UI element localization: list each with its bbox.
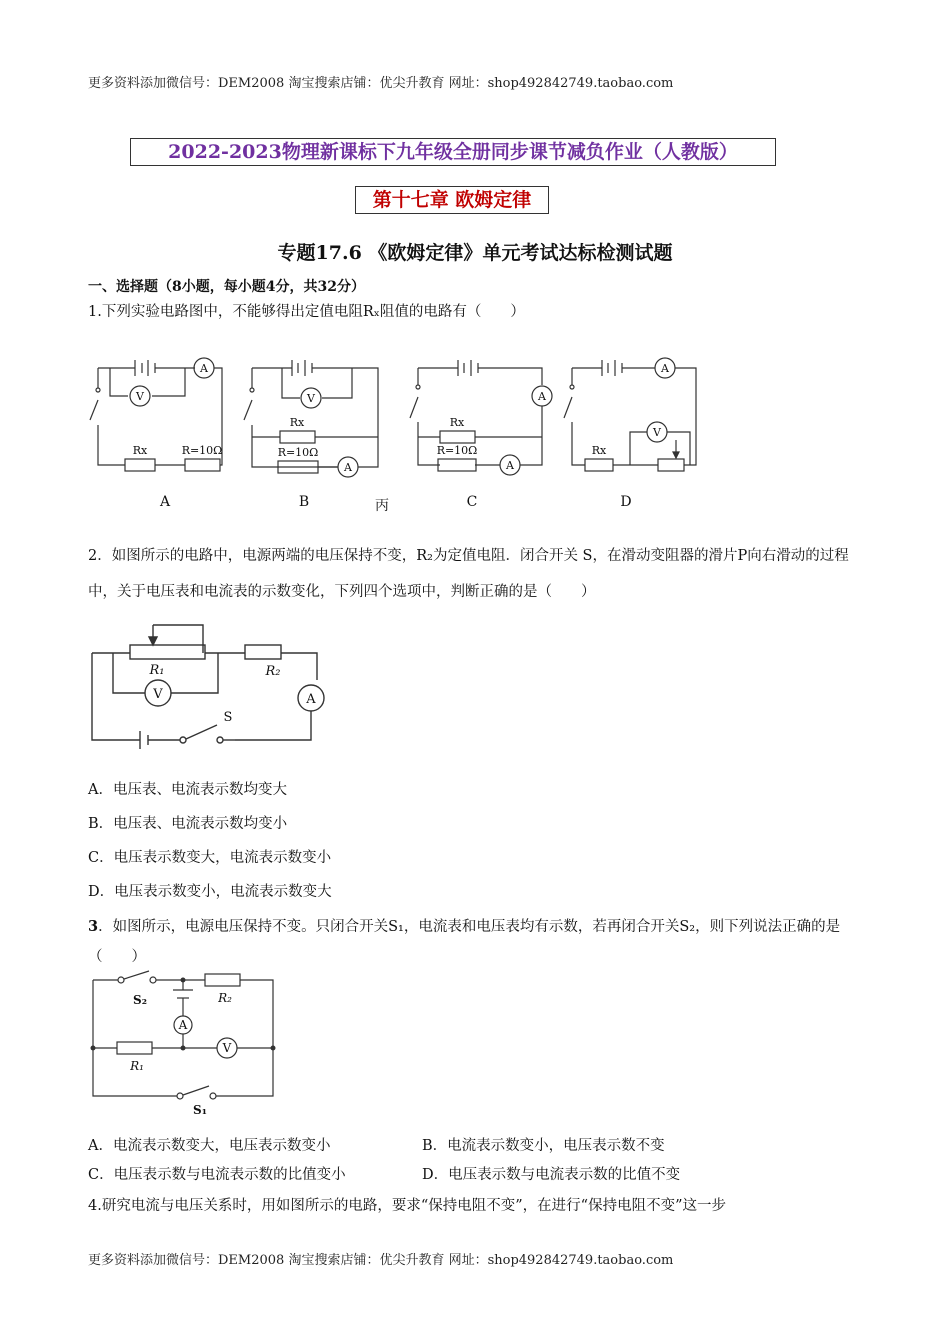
q2-option-b: B．电压表、电流表示数均变小	[88, 816, 288, 832]
q3-option-d: D．电压表示数与电流表示数的比值不变	[422, 1167, 681, 1183]
q2-option-c: C．电压表示数变大，电流表示数变小	[88, 850, 332, 866]
q2-r1-label: R₁	[149, 663, 165, 678]
q1-circuits-figure	[80, 340, 720, 520]
doc-title: 2022-2023物理新课标下九年级全册同步课节减负作业（人教版）	[130, 138, 776, 166]
q3-r1-label: R₁	[130, 1059, 144, 1073]
question-2: 2．如图所示的电路中，电源两端的电压保持不变，R₂为定值电阻．闭合开关 S，在滑动变阻器的滑片P向右滑动的过程中，关于电压表和电流表的示数变化，下列四个选项中，判断正确的是（ ）	[88, 548, 849, 600]
footer-text: 更多资料添加微信号：DEM2008 淘宝搜索店铺：优尖升教育 网址：shop492842749.taobao.com	[88, 1253, 674, 1268]
q1-label-a: A	[159, 494, 171, 510]
q1-c-r10: R=10Ω	[436, 444, 478, 457]
header-text: 更多资料添加微信号：DEM2008 淘宝搜索店铺：优尖升教育 网址：shop492842749.taobao.com	[88, 76, 674, 91]
chapter-title: 第十七章 欧姆定律	[355, 186, 549, 214]
q1-d-voltmeter: V	[653, 426, 661, 439]
q3-option-a: A．电流表示数变大，电压表示数变小	[88, 1138, 331, 1154]
q3-number: 3	[88, 918, 99, 935]
section-heading: 一、选择题（8小题，每小题4分，共32分）	[88, 279, 365, 295]
q3-circuit-figure	[85, 968, 285, 1118]
q1-a-r10: R=10Ω	[181, 444, 223, 457]
q1-label-c: C	[466, 494, 478, 510]
q2-voltmeter: V	[153, 687, 163, 702]
q1-a-rx: Rx	[132, 444, 148, 457]
q2-circuit-figure	[85, 615, 335, 750]
q3-voltmeter: V	[222, 1041, 232, 1055]
q1-a-ammeter: A	[200, 362, 208, 375]
q3-ammeter: A	[178, 1018, 188, 1032]
q2-option-a: A．电压表、电流表示数均变大	[88, 782, 287, 798]
circuit-d	[564, 358, 696, 471]
q1-b-voltmeter: V	[307, 392, 315, 405]
question-4: 4.研究电流与电压关系时，用如图所示的电路，要求“保持电阻不变”，在进行“保持电阻不变”这一步	[88, 1198, 726, 1214]
topic-title: 专题17.6 《欧姆定律》单元考试达标检测试题	[277, 242, 673, 264]
q1-label-b: B	[298, 494, 310, 510]
q1-b-ammeter: A	[344, 461, 352, 474]
q2-option-d: D．电压表示数变小，电流表示数变大	[88, 884, 332, 900]
q2-r2-label: R₂	[265, 664, 281, 679]
q1-label-bing: 丙	[375, 498, 389, 514]
q3-option-c: C．电压表示数与电流表示数的比值变小	[88, 1167, 346, 1183]
q3-s1-label: S₁	[193, 1103, 207, 1117]
q1-d-rx: Rx	[591, 444, 607, 457]
q2-switch-label: S	[223, 710, 233, 725]
q1-c-ammeter-bottom: A	[506, 459, 514, 472]
circuit-c	[410, 360, 552, 475]
question-1: 1.下列实验电路图中，不能够得出定值电阻Rₓ阻值的电路有（ ）	[88, 304, 525, 320]
q3-r2-label: R₂	[218, 991, 232, 1005]
q2-ammeter: A	[306, 692, 316, 707]
q3-s2-label: S₂	[133, 993, 147, 1007]
q1-b-r10: R=10Ω	[277, 446, 319, 459]
q3-text: ．如图所示，电源电压保持不变。只闭合开关S₁，电流表和电压表均有示数，若再闭合开关S₂，则下列说法正确的是（ ）	[88, 919, 841, 965]
q1-label-d: D	[620, 494, 632, 510]
circuit-b	[244, 360, 378, 477]
q1-b-rx: Rx	[289, 416, 305, 429]
q1-d-ammeter: A	[661, 362, 669, 375]
q1-c-ammeter-top: A	[538, 390, 546, 403]
q3-option-b: B．电流表示数变小，电压表示数不变	[422, 1138, 665, 1154]
q1-a-voltmeter: V	[136, 390, 144, 403]
q1-c-rx: Rx	[449, 416, 465, 429]
question-3	[88, 912, 868, 972]
